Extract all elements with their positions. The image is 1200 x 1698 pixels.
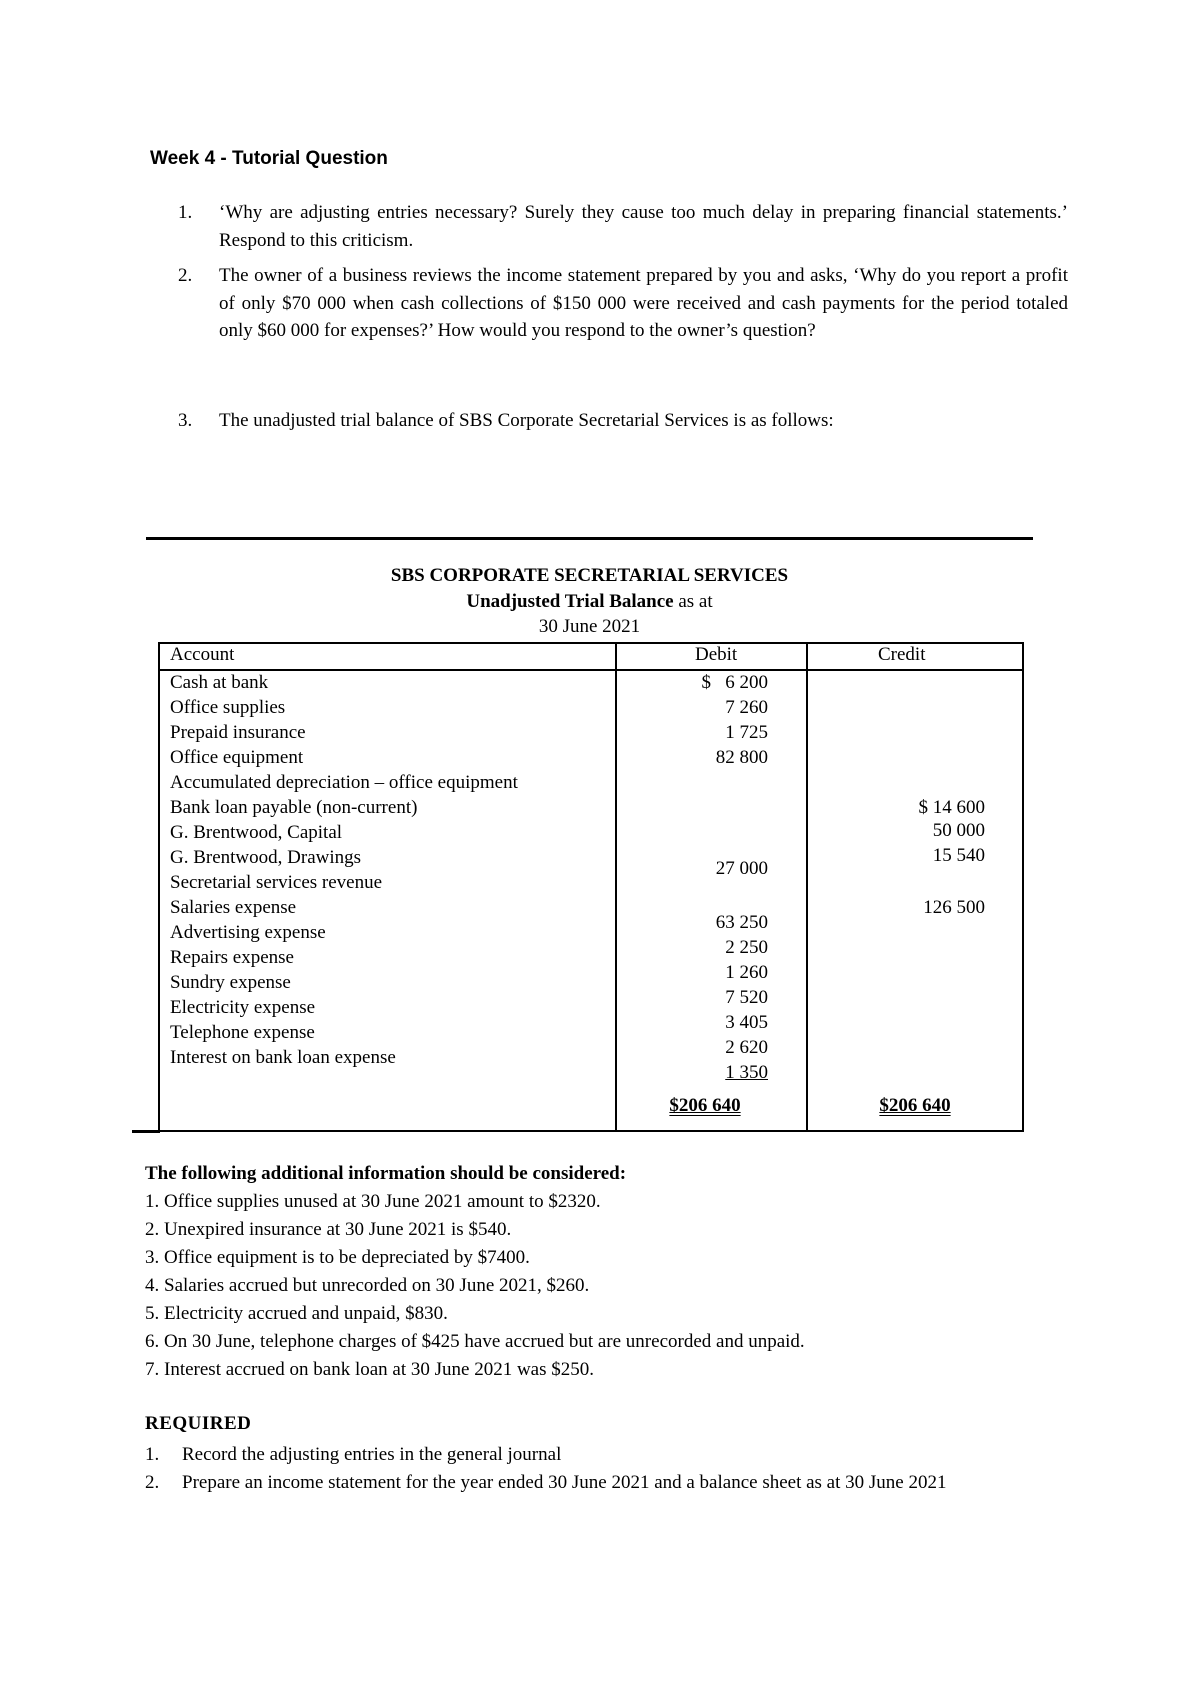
question-1 xyxy=(178,199,1068,254)
account-name: Sundry expense xyxy=(170,972,291,993)
subtitle-bold: Unadjusted Trial Balance xyxy=(466,591,674,612)
account-name: Cash at bank xyxy=(170,672,269,693)
account-name: Accumulated depreciation – office equipment xyxy=(170,772,518,793)
required-item-1 xyxy=(145,1441,1061,1469)
trial-balance-date: 30 June 2021 xyxy=(538,616,641,637)
header-debit: Debit xyxy=(695,644,738,665)
account-name: Telephone expense xyxy=(170,1022,315,1043)
account-name: Electricity expense xyxy=(170,997,316,1018)
debit-amount: 3 405 xyxy=(725,1012,768,1033)
additional-info-item: 3. Office equipment is to be depreciated by $7400. xyxy=(145,1247,530,1268)
debit-amount: 27 000 xyxy=(715,858,768,879)
required-number: 2. xyxy=(145,1472,160,1493)
account-name: Salaries expense xyxy=(170,897,297,918)
credit-amount: 50 000 xyxy=(932,820,985,841)
question-text: ‘Why are adjusting entries necessary? Surely they cause too much delay in preparing financial statements.’ Respond to this criticism. xyxy=(219,202,1068,251)
header-divider xyxy=(158,669,1024,671)
table-edge-mark xyxy=(132,1130,160,1133)
account-name: G. Brentwood, Capital xyxy=(170,822,343,843)
debit-amount: 82 800 xyxy=(715,747,768,768)
debit-amount: 2 250 xyxy=(725,937,768,958)
required-text: Record the adjusting entries in the general journal xyxy=(182,1444,562,1465)
debit-amount: $ 6 200 xyxy=(701,672,768,693)
account-name: Office supplies xyxy=(170,697,286,718)
account-name: Bank loan payable (non-current) xyxy=(170,797,418,818)
debit-amount: 63 250 xyxy=(715,912,768,933)
debit-amount: 2 620 xyxy=(725,1037,768,1058)
header-credit: Credit xyxy=(878,644,926,665)
additional-info-item: 6. On 30 June, telephone charges of $425 have accrued but are unrecorded and unpaid. xyxy=(145,1331,805,1352)
account-name: Advertising expense xyxy=(170,922,326,943)
question-text: The unadjusted trial balance of SBS Corporate Secretarial Services is as follows: xyxy=(219,410,834,431)
additional-info-item: 5. Electricity accrued and unpaid, $830. xyxy=(145,1303,448,1324)
question-2 xyxy=(178,262,1068,345)
credit-amount: 15 540 xyxy=(932,845,985,866)
additional-info-item: 7. Interest accrued on bank loan at 30 June 2021 was $250. xyxy=(145,1359,595,1380)
header-account: Account xyxy=(170,644,235,665)
question-number: 1. xyxy=(178,202,193,223)
question-number: 3. xyxy=(178,410,193,431)
required-item-2 xyxy=(145,1469,1061,1497)
account-name: Secretarial services revenue xyxy=(170,872,383,893)
debit-amount: 1 260 xyxy=(725,962,768,983)
trial-balance-subtitle xyxy=(146,591,1033,613)
account-name: Prepaid insurance xyxy=(170,722,306,743)
debit-amount: 7 260 xyxy=(725,697,768,718)
column-divider xyxy=(806,642,808,1132)
debit-amount: 7 520 xyxy=(725,987,768,1008)
column-divider xyxy=(615,642,617,1132)
account-name: Repairs expense xyxy=(170,947,294,968)
account-name: Office equipment xyxy=(170,747,304,768)
required-text: Prepare an income statement for the year ended 30 June 2021 and a balance sheet as at 30 June 2021 xyxy=(182,1472,947,1493)
additional-info-heading: The following additional information should be considered: xyxy=(145,1163,627,1184)
additional-info-item: 4. Salaries accrued but unrecorded on 30 June 2021, $260. xyxy=(145,1275,590,1296)
horizontal-rule xyxy=(146,537,1033,540)
additional-info-item: 2. Unexpired insurance at 30 June 2021 is $540. xyxy=(145,1219,512,1240)
question-3 xyxy=(178,407,1068,435)
credit-amount: 126 500 xyxy=(923,897,985,918)
debit-amount: 1 350 xyxy=(725,1062,768,1083)
total-credit: $206 640 xyxy=(879,1095,951,1116)
account-name: G. Brentwood, Drawings xyxy=(170,847,362,868)
total-debit: $206 640 xyxy=(669,1095,741,1116)
required-heading: REQUIRED xyxy=(145,1413,252,1434)
credit-amount: $ 14 600 xyxy=(918,797,985,818)
debit-amount: 1 725 xyxy=(725,722,768,743)
required-number: 1. xyxy=(145,1444,160,1465)
trial-balance-company: SBS CORPORATE SECRETARIAL SERVICES xyxy=(390,565,789,586)
account-name: Interest on bank loan expense xyxy=(170,1047,396,1068)
page-heading: Week 4 - Tutorial Question xyxy=(150,148,388,169)
question-text: The owner of a business reviews the income statement prepared by you and asks, ‘Why do you report a profit of only $70 000 when cash collections of $150 000 were received and cash payments for the period totaled only $60 000 for expenses?’ How would you respond to the owner’s question? xyxy=(219,265,1068,341)
subtitle-rest: as at xyxy=(673,591,713,612)
additional-info-item: 1. Office supplies unused at 30 June 2021 amount to $2320. xyxy=(145,1191,601,1212)
question-number: 2. xyxy=(178,265,193,286)
